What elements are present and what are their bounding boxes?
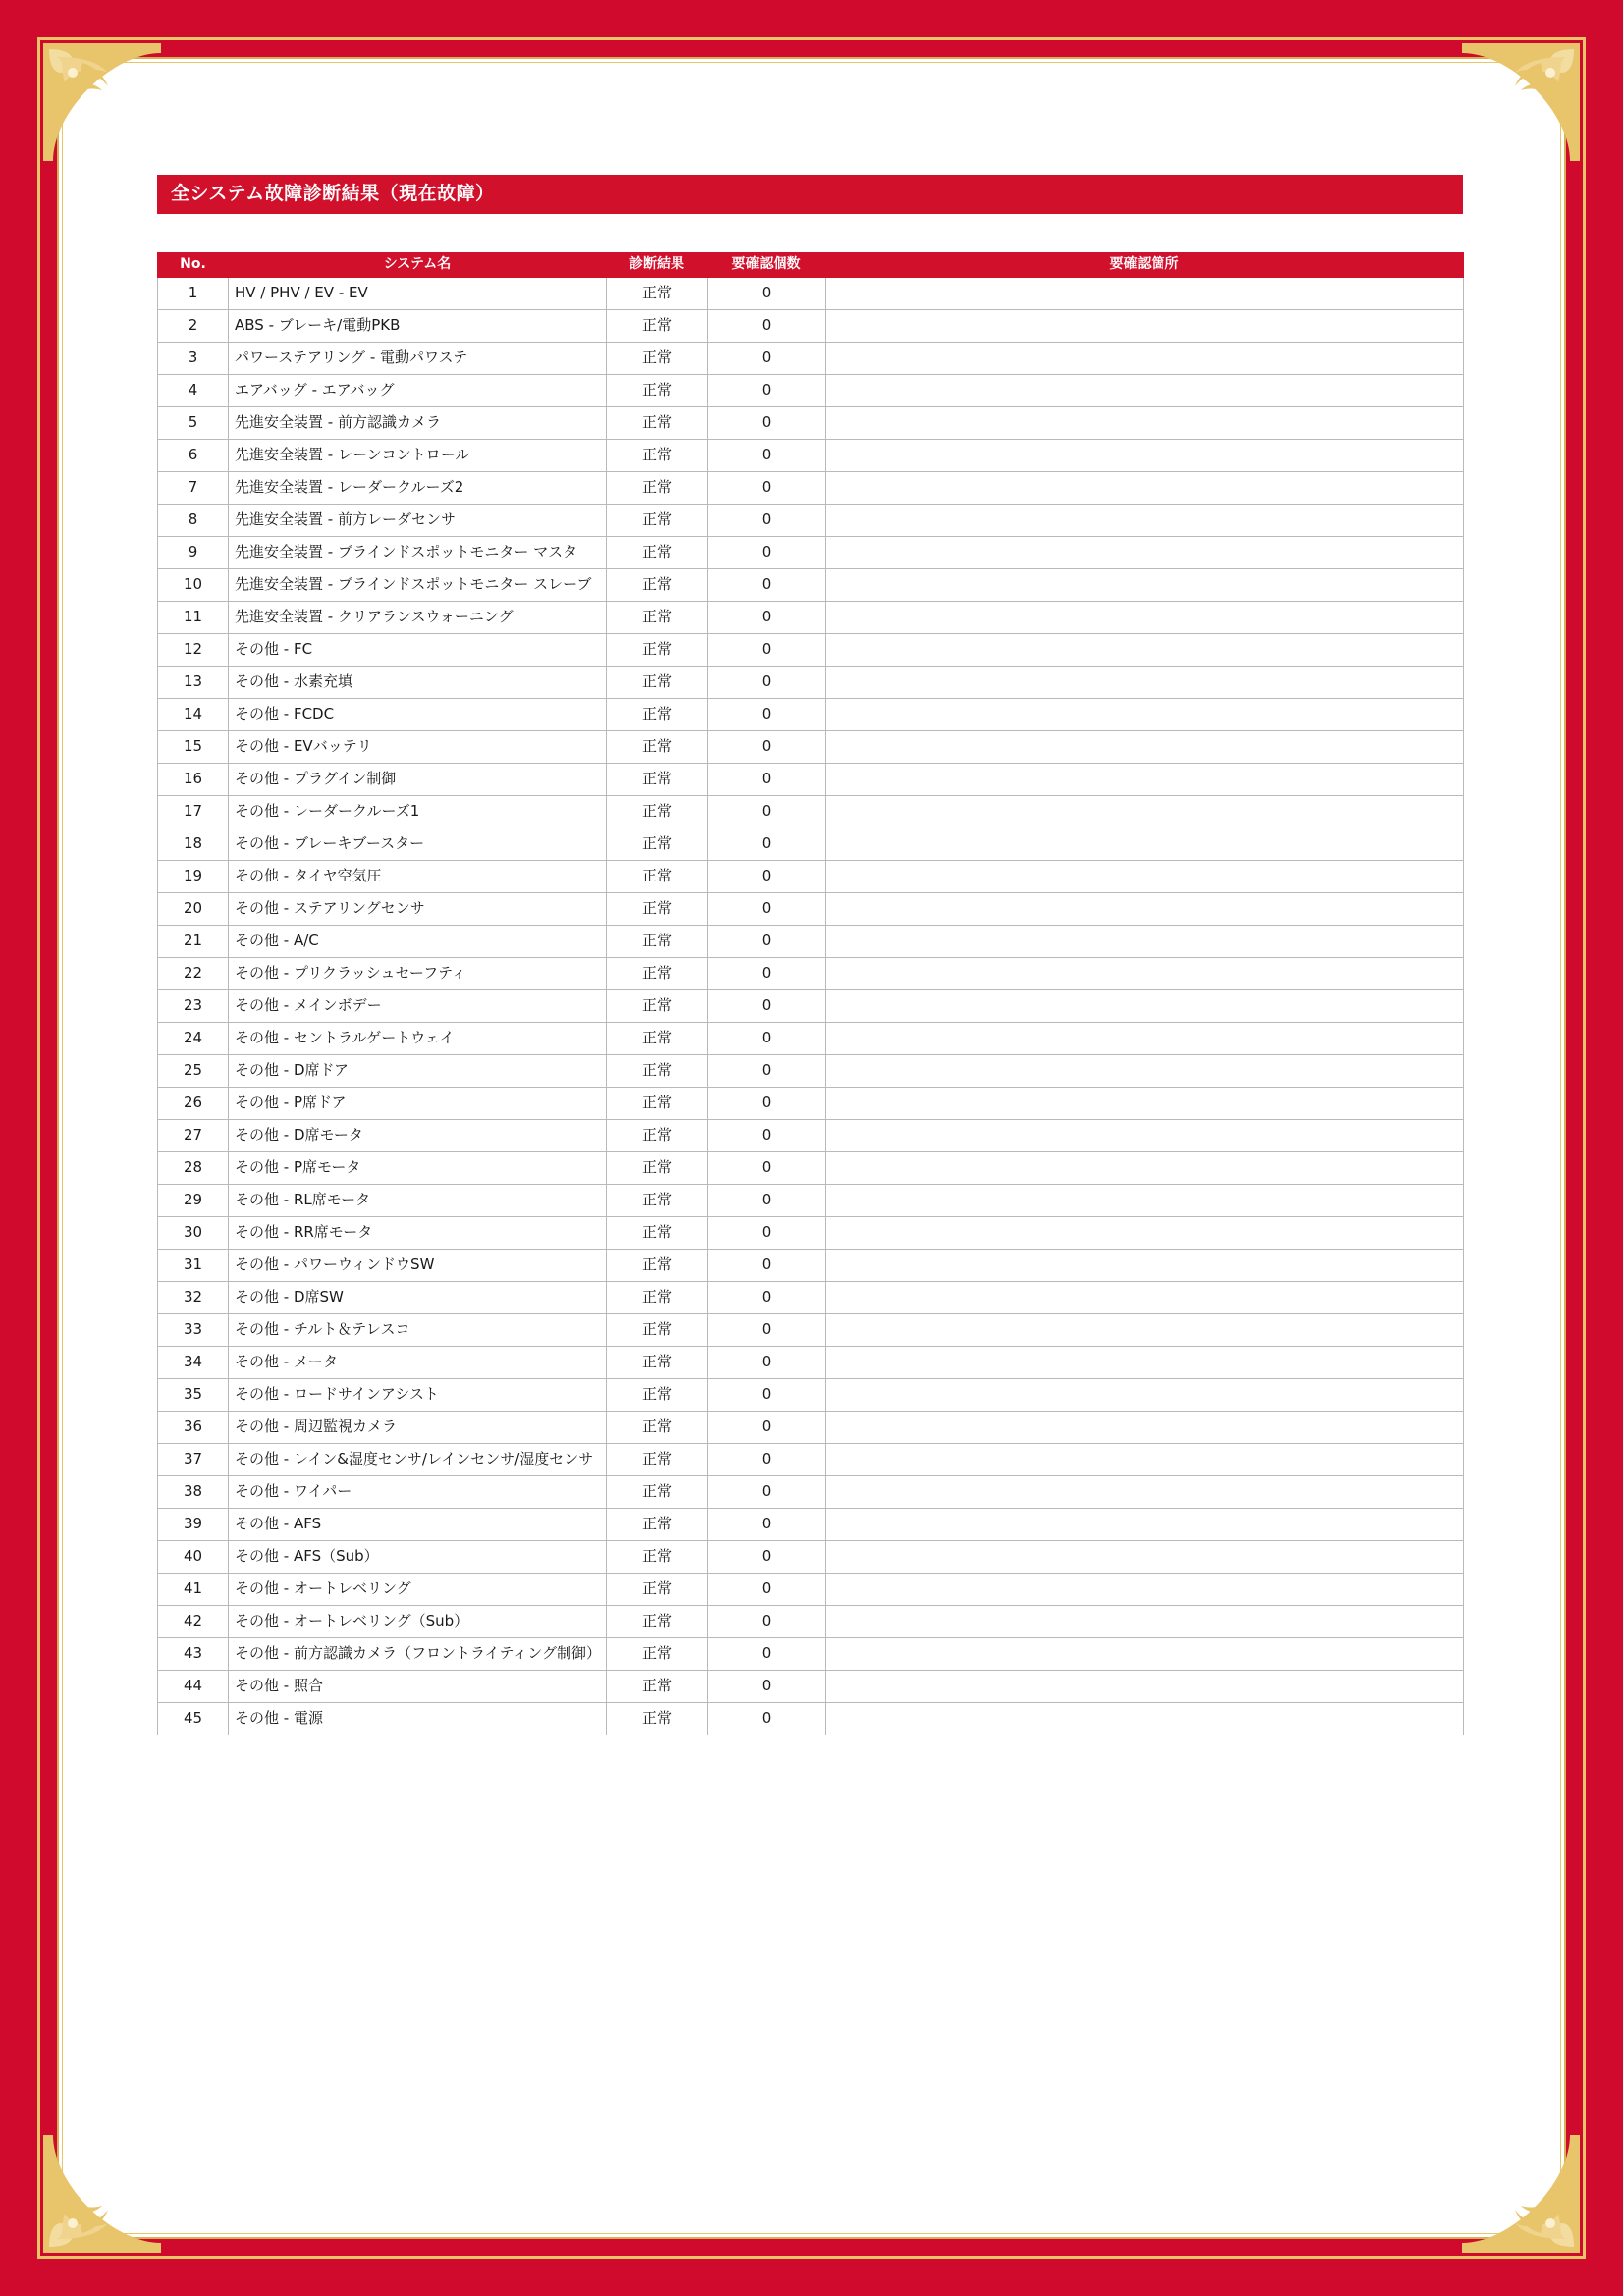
cell-place xyxy=(826,1509,1464,1541)
cell-system: その他 - プラグイン制御 xyxy=(229,764,607,796)
cell-result: 正常 xyxy=(607,343,708,375)
cell-result: 正常 xyxy=(607,667,708,699)
cell-result: 正常 xyxy=(607,1347,708,1379)
table-row xyxy=(158,569,1464,602)
cell-count: 0 xyxy=(708,1282,826,1314)
cell-count: 0 xyxy=(708,990,826,1023)
cell-result: 正常 xyxy=(607,1638,708,1671)
cell-system: その他 - ブレーキブースター xyxy=(229,828,607,861)
cell-no: 16 xyxy=(158,764,229,796)
cell-no: 9 xyxy=(158,537,229,569)
cell-place xyxy=(826,958,1464,990)
cell-no: 27 xyxy=(158,1120,229,1152)
cell-result: 正常 xyxy=(607,1541,708,1574)
table-row xyxy=(158,926,1464,958)
diagnosis-result-table xyxy=(157,252,1464,1735)
cell-no: 43 xyxy=(158,1638,229,1671)
cell-no: 6 xyxy=(158,440,229,472)
cell-result: 正常 xyxy=(607,1055,708,1088)
cell-result: 正常 xyxy=(607,1023,708,1055)
table-row xyxy=(158,667,1464,699)
cell-count: 0 xyxy=(708,1314,826,1347)
cell-place xyxy=(826,1541,1464,1574)
cell-count: 0 xyxy=(708,1250,826,1282)
cell-system: エアバッグ - エアバッグ xyxy=(229,375,607,407)
document-content xyxy=(157,175,1463,1735)
table-row xyxy=(158,278,1464,310)
table-row xyxy=(158,602,1464,634)
cell-count: 0 xyxy=(708,1476,826,1509)
cell-system: その他 - パワーウィンドウSW xyxy=(229,1250,607,1282)
cell-result: 正常 xyxy=(607,602,708,634)
cell-no: 19 xyxy=(158,861,229,893)
cell-system: 先進安全装置 - ブラインドスポットモニター スレーブ xyxy=(229,569,607,602)
table-row xyxy=(158,1606,1464,1638)
cell-system: その他 - AFS xyxy=(229,1509,607,1541)
cell-count: 0 xyxy=(708,699,826,731)
cell-result: 正常 xyxy=(607,278,708,310)
cell-count: 0 xyxy=(708,926,826,958)
cell-place xyxy=(826,1250,1464,1282)
table-row xyxy=(158,731,1464,764)
cell-result: 正常 xyxy=(607,861,708,893)
cell-no: 37 xyxy=(158,1444,229,1476)
cell-no: 17 xyxy=(158,796,229,828)
cell-system: その他 - 水素充填 xyxy=(229,667,607,699)
cell-place xyxy=(826,667,1464,699)
cell-count: 0 xyxy=(708,667,826,699)
cell-place xyxy=(826,1055,1464,1088)
cell-no: 31 xyxy=(158,1250,229,1282)
cell-place xyxy=(826,699,1464,731)
cell-system: その他 - レーダークルーズ1 xyxy=(229,796,607,828)
cell-count: 0 xyxy=(708,861,826,893)
table-row xyxy=(158,1217,1464,1250)
cell-count: 0 xyxy=(708,634,826,667)
table-row xyxy=(158,1120,1464,1152)
cell-place xyxy=(826,1574,1464,1606)
table-row xyxy=(158,505,1464,537)
cell-system: パワーステアリング - 電動パワステ xyxy=(229,343,607,375)
cell-place xyxy=(826,1606,1464,1638)
cell-place xyxy=(826,569,1464,602)
cell-count: 0 xyxy=(708,828,826,861)
cell-count: 0 xyxy=(708,1412,826,1444)
cell-system: 先進安全装置 - 前方レーダセンサ xyxy=(229,505,607,537)
cell-no: 28 xyxy=(158,1152,229,1185)
cell-system: その他 - 電源 xyxy=(229,1703,607,1735)
cell-no: 10 xyxy=(158,569,229,602)
cell-no: 32 xyxy=(158,1282,229,1314)
table-row xyxy=(158,764,1464,796)
cell-place xyxy=(826,1217,1464,1250)
cell-count: 0 xyxy=(708,1606,826,1638)
table-row xyxy=(158,699,1464,731)
cell-result: 正常 xyxy=(607,472,708,505)
cell-no: 40 xyxy=(158,1541,229,1574)
cell-no: 26 xyxy=(158,1088,229,1120)
cell-system: その他 - FCDC xyxy=(229,699,607,731)
cell-count: 0 xyxy=(708,1509,826,1541)
table-row xyxy=(158,310,1464,343)
cell-count: 0 xyxy=(708,343,826,375)
cell-count: 0 xyxy=(708,1379,826,1412)
cell-place xyxy=(826,1314,1464,1347)
table-row xyxy=(158,472,1464,505)
cell-result: 正常 xyxy=(607,1412,708,1444)
cell-no: 15 xyxy=(158,731,229,764)
cell-place xyxy=(826,764,1464,796)
cell-no: 5 xyxy=(158,407,229,440)
cell-system: その他 - P席ドア xyxy=(229,1088,607,1120)
cell-no: 29 xyxy=(158,1185,229,1217)
cell-system: その他 - オートレベリング xyxy=(229,1574,607,1606)
cell-system: その他 - RL席モータ xyxy=(229,1185,607,1217)
cell-system: その他 - チルト＆テレスコ xyxy=(229,1314,607,1347)
table-row xyxy=(158,407,1464,440)
table-row xyxy=(158,828,1464,861)
cell-no: 12 xyxy=(158,634,229,667)
cell-result: 正常 xyxy=(607,440,708,472)
cell-place xyxy=(826,893,1464,926)
cell-no: 36 xyxy=(158,1412,229,1444)
cell-place xyxy=(826,1023,1464,1055)
table-row xyxy=(158,375,1464,407)
cell-system: 先進安全装置 - ブラインドスポットモニター マスタ xyxy=(229,537,607,569)
cell-system: 先進安全装置 - 前方認識カメラ xyxy=(229,407,607,440)
cell-place xyxy=(826,1703,1464,1735)
cell-system: その他 - オートレベリング（Sub） xyxy=(229,1606,607,1638)
cell-result: 正常 xyxy=(607,1606,708,1638)
cell-no: 30 xyxy=(158,1217,229,1250)
cell-result: 正常 xyxy=(607,1314,708,1347)
cell-system: その他 - A/C xyxy=(229,926,607,958)
cell-system: その他 - ステアリングセンサ xyxy=(229,893,607,926)
cell-place xyxy=(826,926,1464,958)
column-header-count: 要確認個数 xyxy=(708,252,826,277)
cell-place xyxy=(826,343,1464,375)
cell-system: ABS - ブレーキ/電動PKB xyxy=(229,310,607,343)
table-row xyxy=(158,537,1464,569)
cell-place xyxy=(826,828,1464,861)
cell-count: 0 xyxy=(708,958,826,990)
cell-system: その他 - EVバッテリ xyxy=(229,731,607,764)
cell-result: 正常 xyxy=(607,1476,708,1509)
table-row xyxy=(158,1185,1464,1217)
column-header-place: 要確認箇所 xyxy=(826,252,1464,277)
cell-no: 39 xyxy=(158,1509,229,1541)
cell-system: その他 - D席SW xyxy=(229,1282,607,1314)
cell-no: 22 xyxy=(158,958,229,990)
table-row xyxy=(158,1282,1464,1314)
cell-count: 0 xyxy=(708,1444,826,1476)
table-row xyxy=(158,1412,1464,1444)
cell-result: 正常 xyxy=(607,1250,708,1282)
cell-no: 24 xyxy=(158,1023,229,1055)
column-header-system: システム名 xyxy=(229,252,607,277)
table-row xyxy=(158,1444,1464,1476)
cell-no: 1 xyxy=(158,278,229,310)
cell-count: 0 xyxy=(708,1671,826,1703)
cell-result: 正常 xyxy=(607,828,708,861)
table-row xyxy=(158,893,1464,926)
cell-system: その他 - D席ドア xyxy=(229,1055,607,1088)
cell-count: 0 xyxy=(708,278,826,310)
cell-result: 正常 xyxy=(607,796,708,828)
cell-count: 0 xyxy=(708,1574,826,1606)
cell-result: 正常 xyxy=(607,310,708,343)
cell-result: 正常 xyxy=(607,1152,708,1185)
cell-count: 0 xyxy=(708,731,826,764)
cell-place xyxy=(826,731,1464,764)
cell-result: 正常 xyxy=(607,634,708,667)
cell-no: 44 xyxy=(158,1671,229,1703)
cell-system: 先進安全装置 - クリアランスウォーニング xyxy=(229,602,607,634)
cell-place xyxy=(826,1088,1464,1120)
cell-no: 35 xyxy=(158,1379,229,1412)
cell-count: 0 xyxy=(708,375,826,407)
cell-no: 20 xyxy=(158,893,229,926)
cell-no: 7 xyxy=(158,472,229,505)
cell-count: 0 xyxy=(708,1541,826,1574)
cell-result: 正常 xyxy=(607,764,708,796)
cell-count: 0 xyxy=(708,472,826,505)
cell-result: 正常 xyxy=(607,1120,708,1152)
cell-system: その他 - 照合 xyxy=(229,1671,607,1703)
cell-system: その他 - ワイパー xyxy=(229,1476,607,1509)
column-header-result: 診断結果 xyxy=(607,252,708,277)
cell-result: 正常 xyxy=(607,1574,708,1606)
cell-result: 正常 xyxy=(607,407,708,440)
cell-no: 42 xyxy=(158,1606,229,1638)
cell-count: 0 xyxy=(708,1703,826,1735)
cell-place xyxy=(826,375,1464,407)
cell-place xyxy=(826,1347,1464,1379)
cell-no: 41 xyxy=(158,1574,229,1606)
cell-place xyxy=(826,634,1464,667)
cell-system: HV / PHV / EV - EV xyxy=(229,278,607,310)
table-row xyxy=(158,634,1464,667)
cell-system: その他 - セントラルゲートウェイ xyxy=(229,1023,607,1055)
table-row xyxy=(158,1574,1464,1606)
cell-place xyxy=(826,537,1464,569)
cell-place xyxy=(826,861,1464,893)
cell-result: 正常 xyxy=(607,1379,708,1412)
cell-result: 正常 xyxy=(607,505,708,537)
table-row xyxy=(158,1314,1464,1347)
cell-system: その他 - D席モータ xyxy=(229,1120,607,1152)
cell-result: 正常 xyxy=(607,926,708,958)
cell-no: 3 xyxy=(158,343,229,375)
cell-place xyxy=(826,505,1464,537)
cell-count: 0 xyxy=(708,796,826,828)
cell-count: 0 xyxy=(708,440,826,472)
table-row xyxy=(158,440,1464,472)
cell-result: 正常 xyxy=(607,1703,708,1735)
cell-system: その他 - FC xyxy=(229,634,607,667)
cell-no: 4 xyxy=(158,375,229,407)
cell-no: 38 xyxy=(158,1476,229,1509)
table-row xyxy=(158,1541,1464,1574)
cell-result: 正常 xyxy=(607,537,708,569)
table-row xyxy=(158,343,1464,375)
cell-place xyxy=(826,1185,1464,1217)
cell-result: 正常 xyxy=(607,375,708,407)
cell-result: 正常 xyxy=(607,1671,708,1703)
cell-place xyxy=(826,1120,1464,1152)
cell-place xyxy=(826,1152,1464,1185)
table-row xyxy=(158,861,1464,893)
cell-system: その他 - プリクラッシュセーフティ xyxy=(229,958,607,990)
table-row xyxy=(158,958,1464,990)
cell-place xyxy=(826,1638,1464,1671)
cell-no: 34 xyxy=(158,1347,229,1379)
cell-system: 先進安全装置 - レーンコントロール xyxy=(229,440,607,472)
cell-count: 0 xyxy=(708,764,826,796)
cell-result: 正常 xyxy=(607,731,708,764)
cell-system: その他 - レイン&湿度センサ/レインセンサ/湿度センサ xyxy=(229,1444,607,1476)
table-row xyxy=(158,1088,1464,1120)
cell-no: 18 xyxy=(158,828,229,861)
cell-system: その他 - ロードサインアシスト xyxy=(229,1379,607,1412)
cell-system: その他 - RR席モータ xyxy=(229,1217,607,1250)
cell-system: その他 - メータ xyxy=(229,1347,607,1379)
cell-count: 0 xyxy=(708,310,826,343)
cell-place xyxy=(826,1282,1464,1314)
cell-place xyxy=(826,407,1464,440)
cell-result: 正常 xyxy=(607,699,708,731)
table-row xyxy=(158,1638,1464,1671)
cell-place xyxy=(826,1379,1464,1412)
cell-system: 先進安全装置 - レーダークルーズ2 xyxy=(229,472,607,505)
cell-place xyxy=(826,472,1464,505)
cell-system: その他 - 前方認識カメラ（フロントライティング制御） xyxy=(229,1638,607,1671)
cell-count: 0 xyxy=(708,407,826,440)
cell-system: その他 - P席モータ xyxy=(229,1152,607,1185)
cell-no: 8 xyxy=(158,505,229,537)
cell-count: 0 xyxy=(708,1088,826,1120)
cell-result: 正常 xyxy=(607,1088,708,1120)
cell-count: 0 xyxy=(708,569,826,602)
table-header-row xyxy=(158,252,1464,277)
cell-no: 2 xyxy=(158,310,229,343)
cell-count: 0 xyxy=(708,1152,826,1185)
table-body xyxy=(158,278,1464,1735)
table-row xyxy=(158,1055,1464,1088)
cell-result: 正常 xyxy=(607,1509,708,1541)
cell-result: 正常 xyxy=(607,1217,708,1250)
cell-count: 0 xyxy=(708,1023,826,1055)
cell-place xyxy=(826,1444,1464,1476)
cell-count: 0 xyxy=(708,505,826,537)
cell-no: 11 xyxy=(158,602,229,634)
cell-count: 0 xyxy=(708,1217,826,1250)
cell-no: 33 xyxy=(158,1314,229,1347)
cell-count: 0 xyxy=(708,1120,826,1152)
cell-result: 正常 xyxy=(607,1444,708,1476)
cell-no: 21 xyxy=(158,926,229,958)
cell-count: 0 xyxy=(708,602,826,634)
table-row xyxy=(158,1703,1464,1735)
cell-place xyxy=(826,310,1464,343)
cell-result: 正常 xyxy=(607,958,708,990)
cell-result: 正常 xyxy=(607,569,708,602)
cell-no: 45 xyxy=(158,1703,229,1735)
cell-no: 13 xyxy=(158,667,229,699)
cell-place xyxy=(826,1412,1464,1444)
cell-count: 0 xyxy=(708,1055,826,1088)
table-row xyxy=(158,1476,1464,1509)
cell-place xyxy=(826,796,1464,828)
cell-count: 0 xyxy=(708,537,826,569)
cell-place xyxy=(826,278,1464,310)
cell-system: その他 - 周辺監視カメラ xyxy=(229,1412,607,1444)
table-row xyxy=(158,1347,1464,1379)
cell-result: 正常 xyxy=(607,893,708,926)
cell-result: 正常 xyxy=(607,990,708,1023)
cell-system: その他 - メインボデー xyxy=(229,990,607,1023)
table-row xyxy=(158,1671,1464,1703)
table-row xyxy=(158,796,1464,828)
table-row xyxy=(158,1509,1464,1541)
cell-place xyxy=(826,1671,1464,1703)
cell-system: その他 - AFS（Sub） xyxy=(229,1541,607,1574)
table-row xyxy=(158,1152,1464,1185)
cell-no: 25 xyxy=(158,1055,229,1088)
cell-result: 正常 xyxy=(607,1185,708,1217)
cell-place xyxy=(826,440,1464,472)
table-row xyxy=(158,1023,1464,1055)
column-header-no: No. xyxy=(158,252,229,277)
table-row xyxy=(158,990,1464,1023)
cell-no: 23 xyxy=(158,990,229,1023)
cell-count: 0 xyxy=(708,1347,826,1379)
cell-system: その他 - タイヤ空気圧 xyxy=(229,861,607,893)
cell-no: 14 xyxy=(158,699,229,731)
cell-count: 0 xyxy=(708,893,826,926)
cell-count: 0 xyxy=(708,1638,826,1671)
table-row xyxy=(158,1379,1464,1412)
cell-place xyxy=(826,990,1464,1023)
page-title: 全システム故障診断結果（現在故障） xyxy=(157,175,1463,214)
cell-count: 0 xyxy=(708,1185,826,1217)
table-row xyxy=(158,1250,1464,1282)
cell-result: 正常 xyxy=(607,1282,708,1314)
cell-place xyxy=(826,602,1464,634)
cell-place xyxy=(826,1476,1464,1509)
